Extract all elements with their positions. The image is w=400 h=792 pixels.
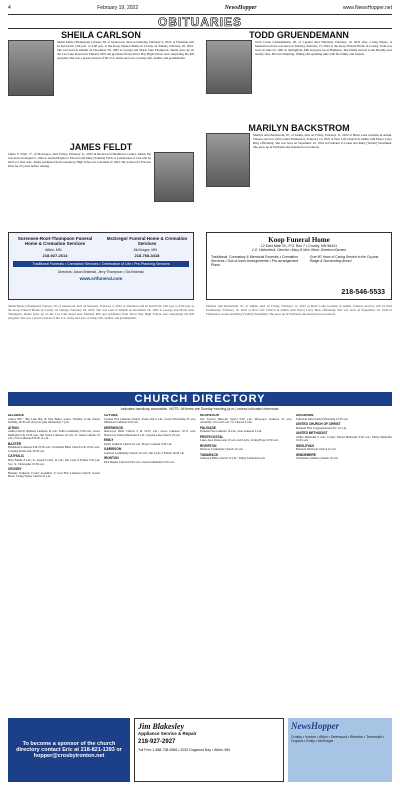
directory-entry (296, 432, 392, 443)
mcgregor-address: McGregor, MN (133, 248, 157, 252)
directory-entry (8, 455, 100, 466)
directory-column-2 (104, 414, 196, 712)
koop-address: 12 East Main St., P.O. Box 7 • Crosby, MN 56441 (260, 244, 338, 248)
directory-entry-text: Unitarian Universalist Fellowship 10:30 a.m. (296, 416, 349, 421)
obit-continued-left: Sheila Marie (Thompson) Carlson, 58, of Glenwood, died on Saturday, February 2, 2022. A Visitation will be held from 1:00 p.m. to 4:00 p.m. at the Koop Funeral Home in Crosby on Sunday, February 20, 2022. She was born in Duluth on December 29, 1963 to George and Marie June Thompson. Sheila grew up on the Lax Lake Road near Finland, MN and graduated from Silver Bay High School and completing the RN program. She was a proud veteran of the U.S. Army and was a loving wife, mother and grandmother. (8, 304, 194, 320)
directory-section-heading: PALISADE (200, 425, 216, 430)
obit-text: Marilyn Ann Backstrom, 87, of Aitkin, died on Friday, February 11, 2022 at Heart Lake Gardens in Aitkin. Funeral services will be held Wednesday, February 16, 2022 at New Life Church in Aitkin with Pastor Larry Berg officiating. She was born on September 16, 1934 in Faribault to Lenas and Ruby (Vollen) Strommen. She grew up in Faribault and attended local schools. (253, 133, 392, 149)
directory-entry-text: Bethany Lutheran; Crosby Assembly of God; First Lutheran Church; Sacred Heart; Living Waters Church 10 a.m. (8, 470, 100, 479)
directory-entry-text: Holy Family 8 a.m.; St. Joseph Crosby 10 a.m.; Our Lady of Fatima 5:30 p.m. Sat.; St. Christopher 10:30 a.m. (8, 458, 100, 466)
obituaries-banner (8, 14, 392, 29)
mcgregor-phone[interactable]: 218-768-3418 (134, 253, 160, 258)
koop-phone[interactable]: 218-546-5533 (341, 289, 385, 296)
sorensen-funeral-ad (8, 232, 194, 300)
obit-marilyn-backstrom (206, 123, 392, 226)
obit-name: JAMES FELDT (69, 142, 133, 152)
directory-section-heading: TAMARACK (200, 452, 219, 457)
directory-entry-text: Our Savior's Missouri Synod 9:30 a.m.; McGregor Lutheran 10 a.m.; Assembly of God 10 a.m.; St. Therese 8 a.m. (200, 416, 292, 425)
directory-entry (200, 414, 292, 425)
directory-entry-text: First Baptist Church 10:45 a.m.; Ironton Methodist 9:30 a.m. (104, 460, 175, 465)
directory-section-heading: MCGREGOR (200, 414, 220, 417)
obit-todd-gruendemann (206, 30, 392, 121)
directory-entry-text: Tamarack Bible Church 10 a.m.; Trinity Lutheran 9 a.m. (200, 456, 266, 461)
directory-entry-text: Palisade Free Lutheran 10 a.m.; Zion Lutheran 9 a.m. (200, 429, 262, 434)
sponsor-box[interactable] (8, 718, 130, 782)
masthead-logo: NewsHopper (224, 5, 257, 11)
koop-services: Traditional, Crematory & Memorial Funerals • Cremation Services • Out-of-town Arrangements • Pre-arrangement Plans (211, 255, 299, 267)
directory-entry (200, 436, 292, 443)
newshopper-logo: NewsHopper (291, 721, 339, 731)
directory-entry (8, 468, 100, 479)
directory-section-heading: CATHOLIC (8, 454, 25, 459)
directory-entry-text: Deerwood Bible Church 9 & 10:45 a.m.; Grace Lutheran 10:15 a.m.; Deerwood United Methodist 9 a.m.; Serpent Lake Church 10 a.m. (104, 429, 196, 437)
services-line: Traditional Funerals • Cremation Services • Celebration of Life • Pre-Planning Services (13, 261, 189, 267)
jim-subtitle: Appliance Service & Repair (138, 731, 197, 736)
directors: Directors: Jason Brizinski, Jerry Thompson • Sol Brizinski (58, 270, 144, 274)
directory-entry (104, 457, 196, 464)
directory-entry-text: Emily Lutheran Church 10 a.m.; Hope Covenant 9:30 a.m. (104, 441, 172, 446)
obit-photo (154, 152, 194, 202)
directory-entry (296, 423, 392, 430)
footer (8, 718, 392, 782)
directory-entry-text: Riverton Community Church 10 a.m. (200, 447, 244, 452)
koop-since: Over 80 Years of Caring Service to the Cuyuna Range & Surrounding Areas! (309, 255, 379, 263)
obit-sheila-carlson (8, 30, 194, 141)
directory-entry-text: Bethlehem Lutheran 8 & 10:30 a.m.; Northland Bible Church 9 & 10:45 a.m.; Crossing Pointe 9 & 10:30 a.m. (8, 445, 100, 453)
directory-section-heading: EMILY (104, 438, 114, 443)
site-url[interactable]: www.NewsHopper.net (343, 5, 392, 11)
directory-section-heading: UNITED CHURCH OF CHRIST (296, 422, 341, 427)
obit-name: SHEILA CARLSON (61, 30, 141, 40)
directory-entry-text: Aitkin Church: Bethany Lutheran 10 a.m.; Faith Community 9:30 a.m.; Grace Methodist 9 & 10:30 a.m.; Our Savior Lutheran 10 a.m.; St. James Catholic 10 a.m.; First Lutheran 8:30 & 11 a.m. (8, 429, 100, 441)
koop-title: Koop Funeral Home (268, 236, 330, 244)
directory-entry (200, 445, 292, 452)
directory-section-heading: CUYUNA (104, 414, 118, 417)
sponsor-text: To become a sponsor of the church directory contact Eric at 218-821-1393 or hopper@crosbyironton.net (16, 741, 122, 759)
directory-entry (296, 445, 392, 452)
directory-entry-text: Cherry Hill / Big Lake Bay & John Baker, pastor. Worship at the church building 10:30 a.m. & 6 p.m. plus Wednesday 7 p.m. (8, 416, 100, 425)
directory-entry-text: Windemere Alliance Church 10 a.m. (296, 456, 339, 461)
jim-blakesley-ad (134, 718, 284, 782)
obit-photo (206, 40, 252, 94)
directory-entry-text: Brainerd Wesleyan Church 10 a.m. (296, 447, 337, 452)
directory-section-heading: GARRISON (104, 447, 122, 452)
newshopper-ad (288, 718, 392, 782)
obit-continued-right: Marilyn Ann Backstrom, 87, of Aitkin, died on Friday, February 11, 2022 at Heart Lake Gardens in Aitkin. Funeral services will be held Wednesday, February 16, 2022 at New Life Church in Aitkin with Pastor Larry Berg officiating. She was born on September 16, 1934 in Faribault to Lenas and Ruby (Vollen) Strommen. She grew up in Faribault and attended local schools. (206, 304, 392, 316)
directory-entry (104, 414, 196, 425)
directory-entry-text: Garrison Community Church 10 a.m.; Our Lady of Fatima 10:30 a.m. (104, 450, 185, 455)
directory-section-heading: WINDEMERE (296, 452, 316, 457)
sorensen-title: Sorensen-Root-Thompson Funeral Home & Cremation Services (17, 236, 93, 246)
directory-entry-text: Cuyuna Free Lutheran Church, Pastor Jim 9 a.m.; Grace Fellowship 10 a.m.; Immanuel Lutheran 9:30 a.m. (104, 416, 196, 425)
directory-column-1 (8, 414, 100, 712)
jim-phone[interactable]: 218-927-2927 (138, 739, 176, 745)
obit-text: James V. Feldt, 77, of McGregor, died Friday, February 11, 2022 in Riverwood Healthcare Center, Aitkin. He was born on August 5, 1944 to Gerald Rajala to Edward and Mary (Schultz) Feldt. A Celebration of Life will be held at a later date. James graduated from Greenway High School in Coleraine in 1962. He worked for Electric Data for 25 years before retiring. (8, 152, 151, 168)
obit-name: MARILYN BACKSTROM (248, 123, 350, 133)
obit-text: Sheila Marie (Thompson) Carlson, 58, of Glenwood, died on Saturday, February 2, 2022. A Visitation will be held from 1:00 p.m. to 4:00 p.m. at the Koop Funeral Home in Crosby on Sunday, February 20, 2022. She was born in Duluth on December 29, 1963 to George and Marie June Thompson. Sheila grew up on the Lax Lake Road near Finland, MN and graduated from Silver Bay High School and completing the RN program. She was a proud veteran of the U.S. Army and was a loving wife, mother and grandmother. (57, 40, 194, 60)
mcgregor-title: McGregor Funeral Home & Cremation Services (106, 236, 188, 246)
obit-text: Todd Curtis Gruendemann, 60, of Cuyuna died Thursday, February 10, 2022 after a long illness. A Memorial service was held on Tuesday, February 15, 2022 at the Koop Funeral Home in Crosby. Todd was born on June 23, 1961 in Springfield, MN and grew up in Hampton. The family moved to the Hasting area shortly after. He loved hunting, fishing and spending time with his family and friends. (255, 40, 392, 56)
directory-section-heading: AITKIN (8, 425, 19, 430)
church-legend: Indicates handicap accessible. NOTE: All times are Sunday morning (a.m.) unless indicated otherwise. (120, 407, 280, 411)
srt-website[interactable]: www.srtfuneral.com (79, 276, 123, 281)
directory-entry (104, 427, 196, 438)
obit-james-feldt (8, 142, 194, 225)
newshopper-towns: Crosby • Ironton • Aitkin • Deerwood • Riverton • Trommald • Cuyuna • Emily • McGregor (291, 735, 384, 743)
directory-column-4 (296, 414, 392, 712)
directory-entry-text: Lakes Area Pentecostal 10 a.m. and 6 p.m.; Living Hope 10:30 a.m. (200, 438, 279, 443)
jim-name: Jim Blakesley (138, 722, 184, 731)
directory-section-heading: PENTECOSTAL (200, 434, 224, 439)
directory-entry (104, 448, 196, 455)
page-number: 4 (8, 5, 11, 11)
koop-names: C.E. Hallenbeck, Director • Mary & Nick Oliver, Directors/Owners (251, 248, 347, 252)
directory-section-heading: UNITARIAN (296, 414, 314, 417)
directory-entry (296, 414, 392, 421)
directory-section-heading: WESLEYAN (296, 443, 314, 448)
church-directory-banner (8, 392, 392, 406)
directory-section-heading: CROSBY (8, 467, 22, 472)
sorensen-phone[interactable]: 218-927-2614 (42, 253, 68, 258)
directory-entry-text: Brainerd First Congregational UCC 10 a.m. (296, 425, 347, 430)
issue-date: February 19, 2022 (97, 5, 139, 11)
church-title: CHURCH DIRECTORY (134, 393, 266, 405)
directory-entry (8, 443, 100, 454)
directory-section-heading: IRONTON (104, 456, 119, 461)
obit-name: TODD GRUENDEMANN (249, 30, 349, 40)
directory-section-heading: ALLIANCE (8, 414, 25, 417)
directory-entry (8, 414, 100, 425)
sorensen-address: Aitkin, MN (45, 248, 62, 252)
directory-section-heading: RIVERTON (200, 443, 217, 448)
page-header (8, 4, 392, 12)
obit-photo (8, 40, 54, 96)
directory-section-heading: UNITED METHODIST (296, 431, 328, 436)
directory-entry (8, 427, 100, 441)
directory-section-heading: DEERWOOD (104, 425, 124, 430)
directory-entry-text: Aitkin Methodist 9 a.m.; Crosby United Methodist 9:30 a.m.; Emily Methodist 10:45 a.m. (296, 434, 392, 443)
directory-entry (200, 454, 292, 461)
jim-address: Toll Free 1-888-738-5556 • 2032 Dogwood Bay • Aitkin, MN (138, 748, 230, 752)
section-title: OBITUARIES (157, 14, 242, 29)
koop-funeral-ad (206, 232, 392, 300)
directory-entry (104, 439, 196, 446)
directory-entry (296, 454, 392, 461)
directory-entry (200, 427, 292, 434)
directory-column-3 (200, 414, 292, 712)
obit-photo (206, 133, 250, 187)
directory-section-heading: BAXTER (8, 441, 22, 446)
